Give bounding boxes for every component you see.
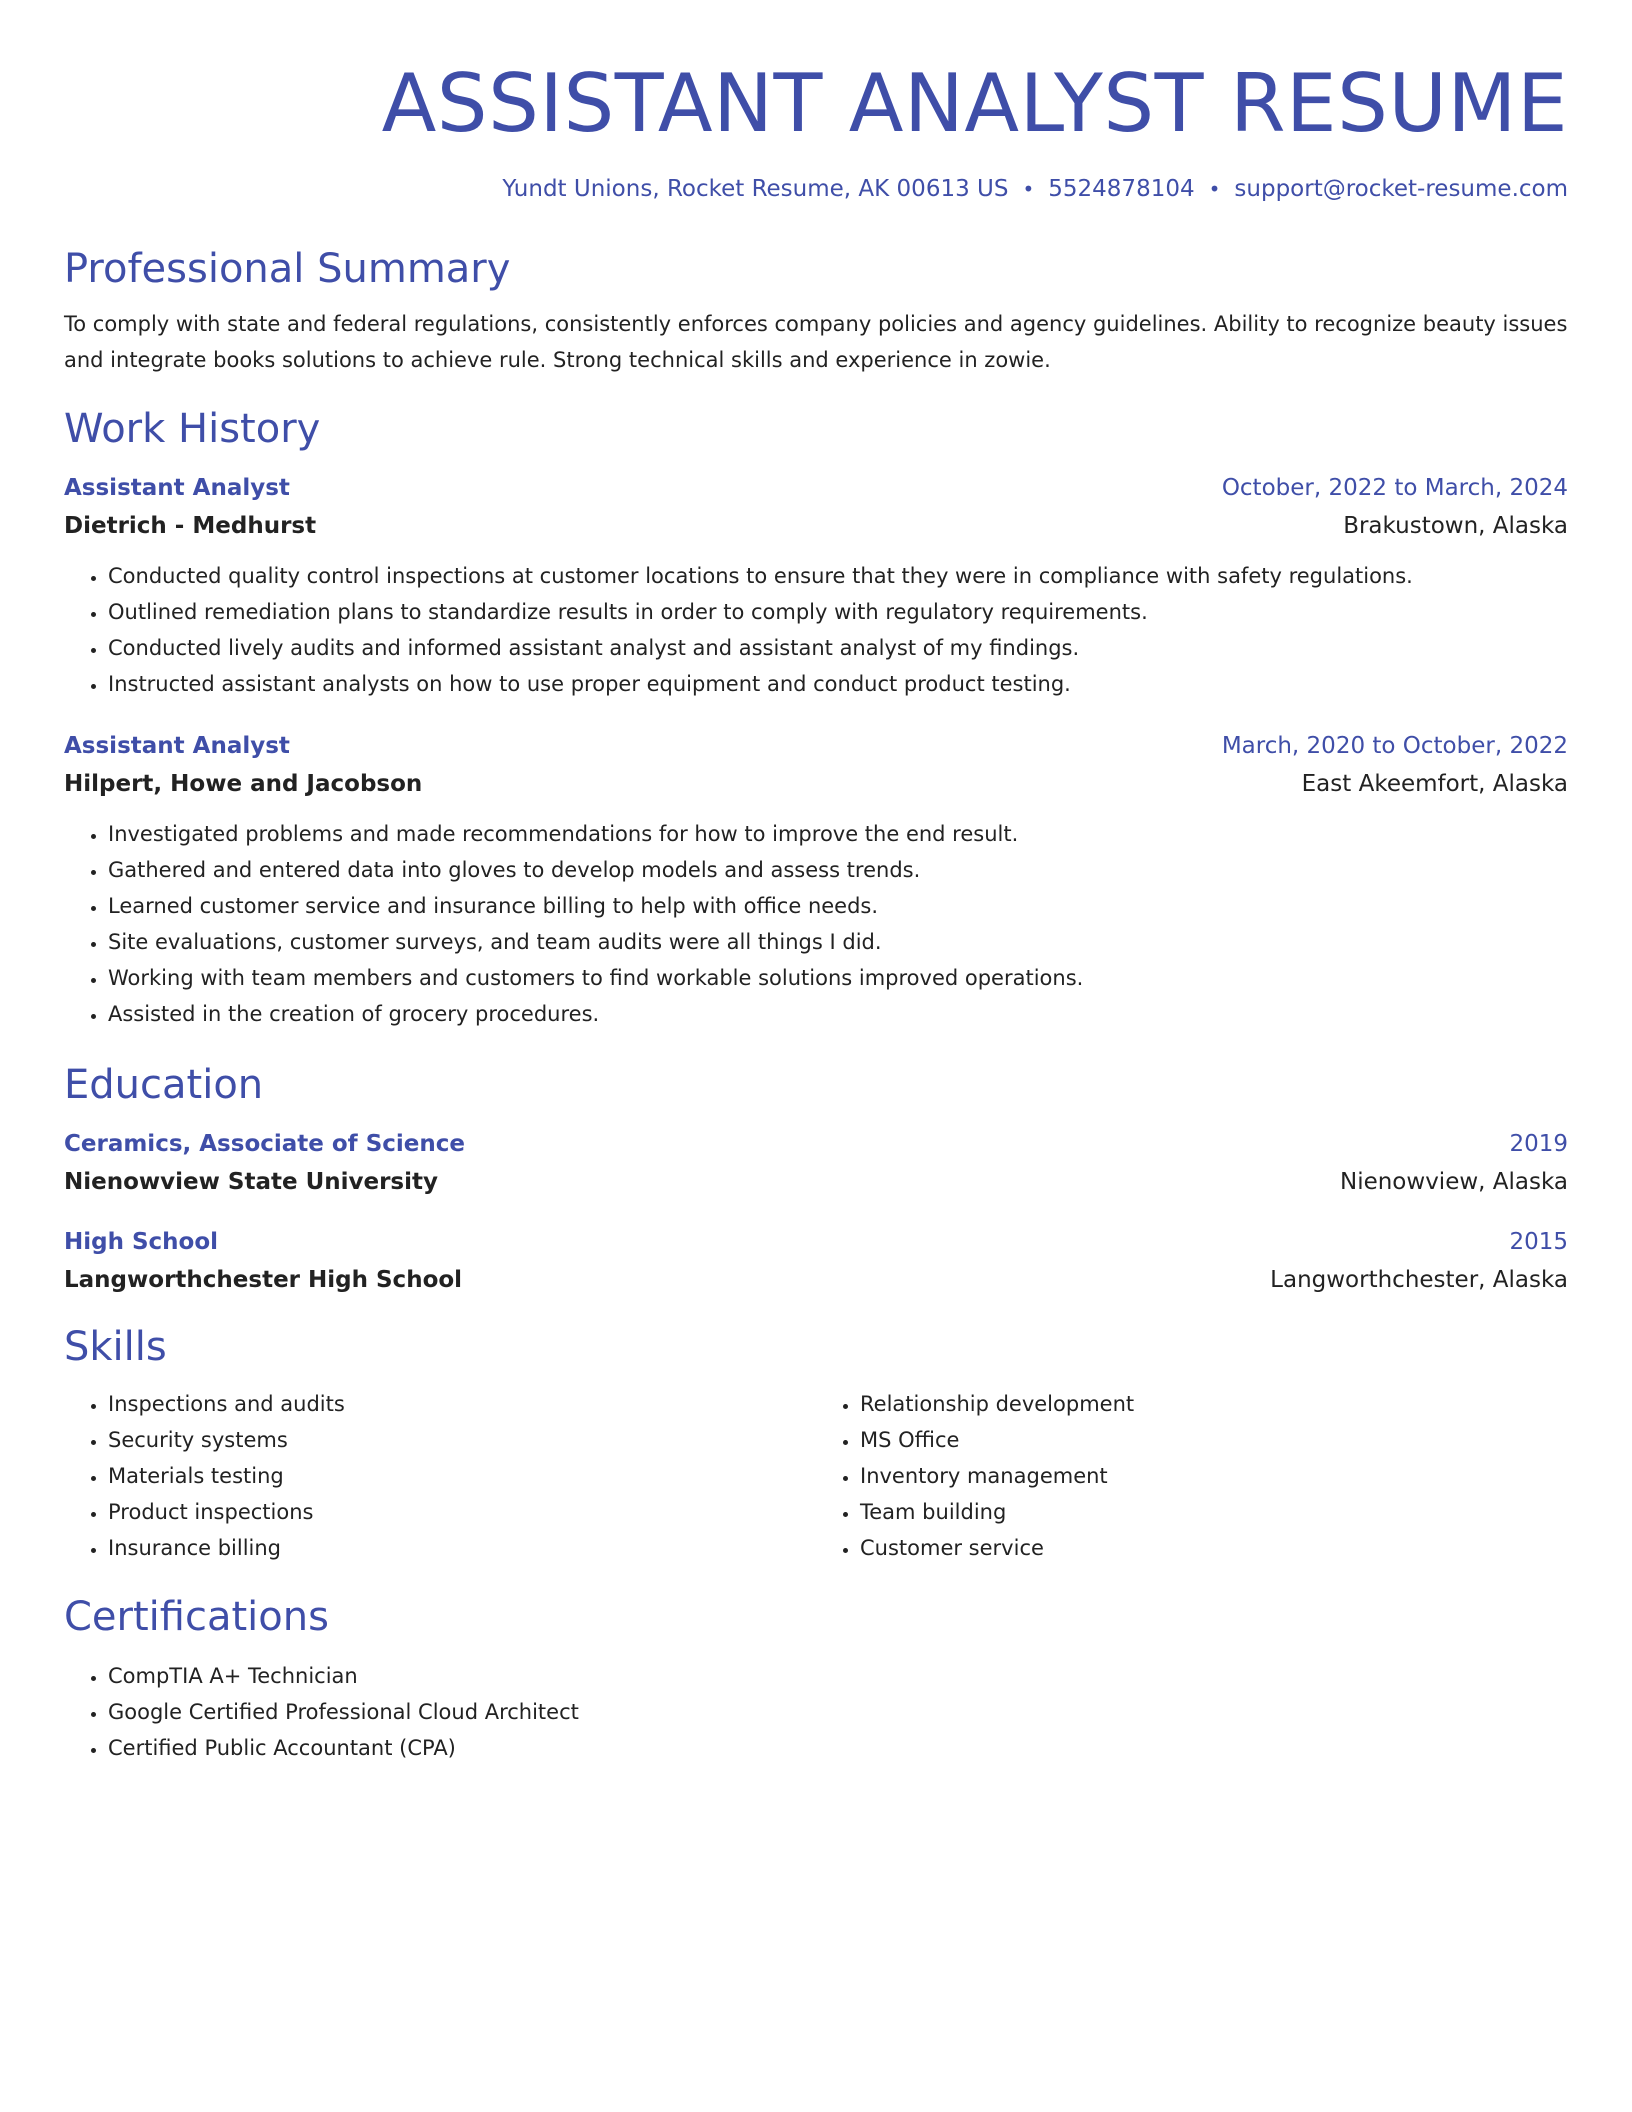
contact-line [64,174,1568,204]
job-bullets [64,816,1568,1032]
job-bullet: • Conducted lively audits and informed assistant analyst and assistant analyst of my findings. [108,630,1568,666]
skill-item: • Inspections and audits [108,1386,816,1422]
job-company-row [64,768,1568,800]
education-location: Langworthchester, Alaska [1270,1267,1568,1293]
education-school-row [64,1264,1568,1296]
education-header-row [64,1226,1568,1258]
skill-item: • Materials testing [108,1458,816,1494]
contact-email: support@rocket-resume.com [1234,176,1568,202]
education-header-row [64,1128,1568,1160]
education-entry [64,1128,1568,1198]
skill-item: • Security systems [108,1422,816,1458]
job-role: Assistant Analyst [64,475,290,501]
skill-item: • Relationship development [860,1386,1568,1422]
job-bullet: • Outlined remediation plans to standardize results in order to comply with regulatory requirements. [108,594,1568,630]
certification-item: • Certified Public Accountant (CPA) [108,1730,1568,1766]
job-bullets [64,558,1568,702]
education-entry [64,1226,1568,1296]
resume-header [64,58,1568,204]
skills-list-right [816,1386,1568,1566]
contact-separator: • [1022,177,1035,201]
section-title-skills: Skills [64,1324,167,1370]
job-role: Assistant Analyst [64,733,290,759]
education-year: 2019 [1509,1131,1568,1157]
skill-item: • Product inspections [108,1494,816,1530]
job-entry [64,730,1568,1032]
skill-item: • MS Office [860,1422,1568,1458]
skill-item: • Insurance billing [108,1530,816,1566]
certification-item: • Google Certified Professional Cloud Architect [108,1694,1568,1730]
section-title-summary: Professional Summary [64,246,511,292]
skill-item: • Team building [860,1494,1568,1530]
job-location: East Akeemfort, Alaska [1301,771,1568,797]
education-school: Nienowview State University [64,1169,438,1195]
skill-item: • Customer service [860,1530,1568,1566]
contact-address: Yundt Unions, Rocket Resume, AK 00613 US [502,176,1009,202]
job-location: Brakustown, Alaska [1343,513,1568,539]
skills-list-left [64,1386,816,1566]
job-entry [64,472,1568,702]
education-degree: Ceramics, Associate of Science [64,1131,465,1157]
job-bullet: • Investigated problems and made recommendations for how to improve the end result. [108,816,1568,852]
job-header-row [64,730,1568,762]
skill-item: • Inventory management [860,1458,1568,1494]
contact-phone: 5524878104 [1048,176,1195,202]
contact-separator: • [1208,177,1221,201]
education-degree: High School [64,1229,219,1255]
job-bullet: • Assisted in the creation of grocery procedures. [108,996,1568,1032]
job-bullet: • Working with team members and customers to find workable solutions improved operations. [108,960,1568,996]
job-dates: March, 2020 to October, 2022 [1221,733,1568,759]
job-header-row [64,472,1568,504]
certifications-list [64,1658,1568,1766]
summary-text: To comply with state and federal regulations, consistently enforces company policies and agency guidelines. Ability to recognize beauty issues and integrate books solutions to achieve rule. Strong technical skills and experience in zowie. [64,312,1568,372]
education-year: 2015 [1509,1229,1568,1255]
job-company: Dietrich - Medhurst [64,513,317,539]
job-company-row [64,510,1568,542]
section-title-certifications: Certifications [64,1594,329,1640]
skills-grid [64,1386,1568,1566]
section-title-education: Education [64,1062,264,1108]
education-school: Langworthchester High School [64,1267,463,1293]
job-company: Hilpert, Howe and Jacobson [64,771,423,797]
job-bullet: • Conducted quality control inspections at customer locations to ensure that they were in compliance with safety regulations. [108,558,1568,594]
job-bullet: • Learned customer service and insurance billing to help with office needs. [108,888,1568,924]
education-location: Nienowview, Alaska [1339,1169,1568,1195]
education-school-row [64,1166,1568,1198]
job-bullet: • Instructed assistant analysts on how to use proper equipment and conduct product testing. [108,666,1568,702]
job-bullet: • Gathered and entered data into gloves to develop models and assess trends. [108,852,1568,888]
section-title-work-history: Work History [64,406,321,452]
certification-item: • CompTIA A+ Technician [108,1658,1568,1694]
job-bullet: • Site evaluations, customer surveys, and team audits were all things I did. [108,924,1568,960]
resume-title: ASSISTANT ANALYST RESUME [381,57,1568,150]
job-dates: October, 2022 to March, 2024 [1221,475,1568,501]
